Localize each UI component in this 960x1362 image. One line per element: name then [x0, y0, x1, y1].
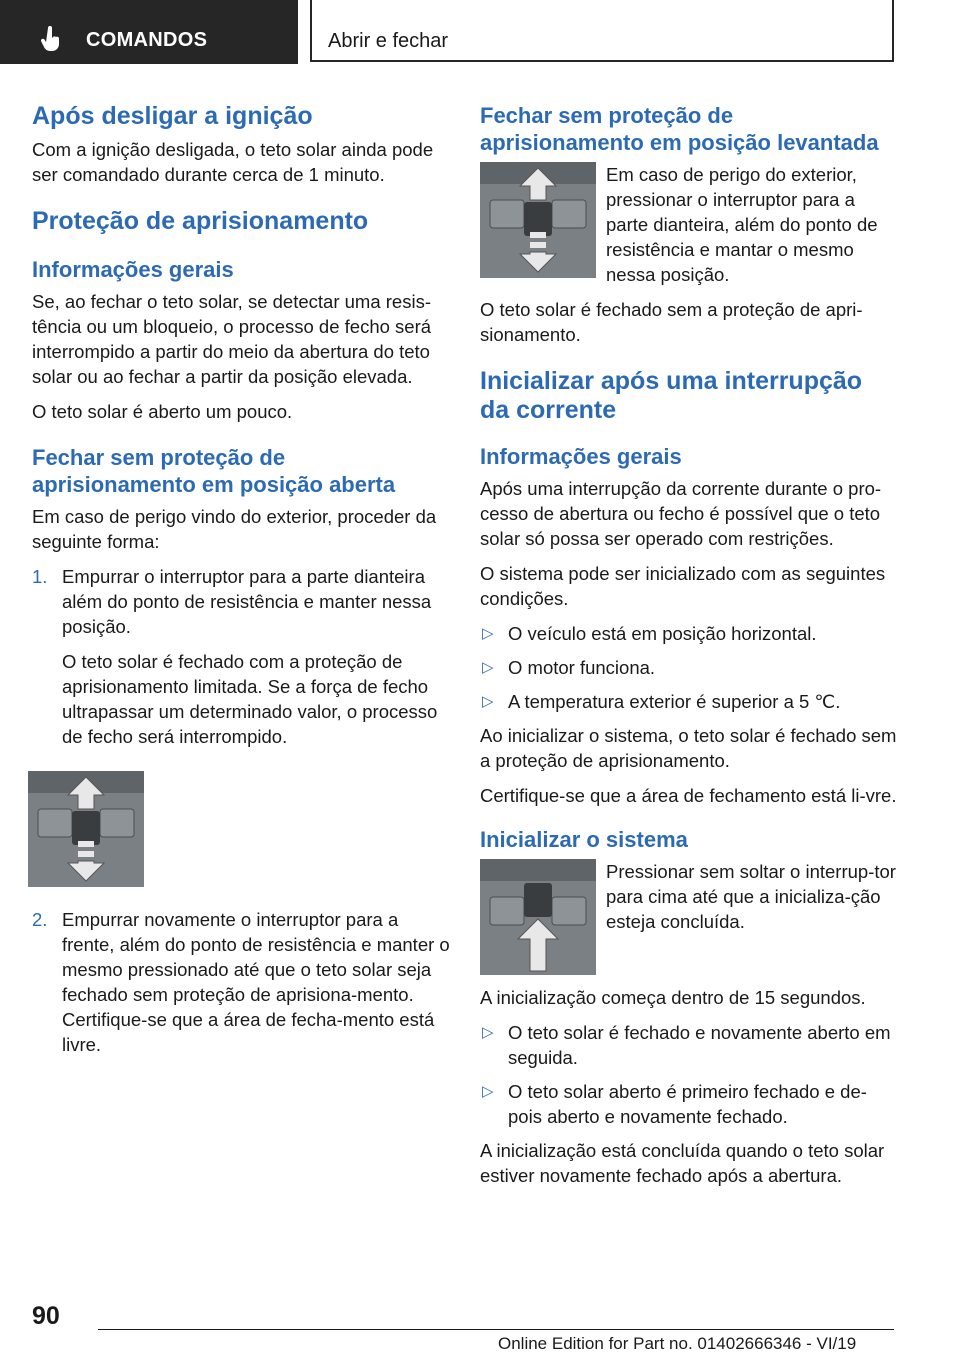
- sequence-text: O teto solar aberto é primeiro fechado e de-pois aberto e novamente fechado.: [508, 1081, 867, 1127]
- paragraph: Em caso de perigo do exterior, pressionar o interruptor para a parte dianteira, além do ponto de resistência e mantar o mesmo nessa posição.: [606, 164, 878, 285]
- right-column: [480, 102, 898, 1198]
- step-number: 1.: [32, 566, 48, 587]
- heading-after-ignition: Após desligar a ignição: [32, 102, 313, 130]
- chapter-title: COMANDOS: [86, 29, 208, 51]
- triangle-bullet-icon: ▷: [482, 1083, 494, 1100]
- step-item: [32, 907, 450, 1057]
- paragraph: Em caso de perigo vindo do exterior, proceder da seguinte forma:: [32, 506, 437, 552]
- heading-protection: Proteção de aprisionamento: [32, 207, 369, 235]
- paragraph: O teto solar é fechado sem a proteção de apri-sionamento.: [480, 299, 863, 345]
- condition-item: [480, 689, 898, 714]
- paragraph: A inicialização está concluída quando o teto solar estiver novamente fechado após a abertura.: [480, 1140, 885, 1186]
- step-note: O teto solar é fechado com a proteção de aprisionamento limitada. Se a força de fecho ultrapassar um determinado valor, o processo de fecho será interrompido.: [62, 651, 438, 747]
- paragraph: Certifique-se que a área de fechamento está li-vre.: [480, 785, 897, 806]
- paragraph: O teto solar é aberto um pouco.: [32, 401, 293, 422]
- sequence-text: O teto solar é fechado e novamente aberto em seguida.: [508, 1022, 891, 1068]
- sequence-item: [480, 1020, 898, 1070]
- heading-close-raised-position: Fechar sem proteção de aprisionamento em posição levantada: [480, 103, 879, 155]
- paragraph: Após uma interrupção da corrente durante o pro-cesso de abertura ou fecho é possível que o teto solar só possa ser operado com restrições.: [480, 478, 882, 549]
- sequence-item: [480, 1079, 898, 1129]
- condition-text: O motor funciona.: [508, 657, 656, 678]
- step-item: [32, 564, 450, 749]
- switch-forward-figure: [480, 162, 596, 278]
- heading-general-info: Informações gerais: [480, 444, 682, 469]
- heading-init-system: Inicializar o sistema: [480, 827, 688, 852]
- section-title: Abrir e fechar: [328, 30, 449, 52]
- left-column: [32, 102, 450, 1067]
- condition-item: [480, 621, 898, 646]
- step-number: 2.: [32, 909, 48, 930]
- triangle-bullet-icon: ▷: [482, 1024, 494, 1041]
- switch-forward-figure: [28, 771, 144, 887]
- footer-divider: [98, 1329, 894, 1330]
- paragraph: A inicialização começa dentro de 15 segundos.: [480, 987, 866, 1008]
- triangle-bullet-icon: ▷: [482, 659, 494, 676]
- paragraph: Pressionar sem soltar o interrup-tor para cima até que a inicializa-ção esteja concluída.: [606, 861, 896, 932]
- edition-note: Online Edition for Part no. 01402666346 - VI/19: [498, 1334, 857, 1353]
- figure-row: [480, 162, 898, 287]
- paragraph: Se, ao fechar o teto solar, se detectar uma resis-tência ou um bloqueio, o processo de fecho será interrompido a partir do meio da abertura do teto solar ou ao fechar a partir da posição elevada.: [32, 291, 432, 387]
- step-text: Empurrar novamente o interruptor para a frente, além do ponto de resistência e manter o mesmo pressionado até que o teto solar seja fechado sem proteção de aprisiona-mento. Certifique-se que a área de fecha-mento está livre.: [62, 909, 450, 1055]
- heading-close-open-position: Fechar sem proteção de aprisionamento em posição aberta: [32, 445, 396, 497]
- triangle-bullet-icon: ▷: [482, 693, 494, 710]
- triangle-bullet-icon: ▷: [482, 625, 494, 642]
- step-text: Empurrar o interruptor para a parte dianteira além do ponto de resistência e manter nessa posição.: [62, 566, 432, 637]
- heading-init-after-interruption: Inicializar após uma interrupção da corrente: [480, 367, 863, 424]
- paragraph: O sistema pode ser inicializado com as seguintes condições.: [480, 563, 886, 609]
- switch-up-figure: [480, 859, 596, 975]
- paragraph: Com a ignição desligada, o teto solar ainda pode ser comandado durante cerca de 1 minuto.: [32, 139, 434, 185]
- figure-row: [480, 859, 898, 975]
- heading-general-info: Informações gerais: [32, 257, 234, 282]
- condition-text: A temperatura exterior é superior a 5 ℃.: [508, 691, 841, 712]
- condition-item: [480, 655, 898, 680]
- page-number: 90: [32, 1302, 60, 1330]
- hand-touch-icon: [40, 26, 62, 52]
- condition-text: O veículo está em posição horizontal.: [508, 623, 817, 644]
- paragraph: Ao inicializar o sistema, o teto solar é fechado sem a proteção de aprisionamento.: [480, 725, 897, 771]
